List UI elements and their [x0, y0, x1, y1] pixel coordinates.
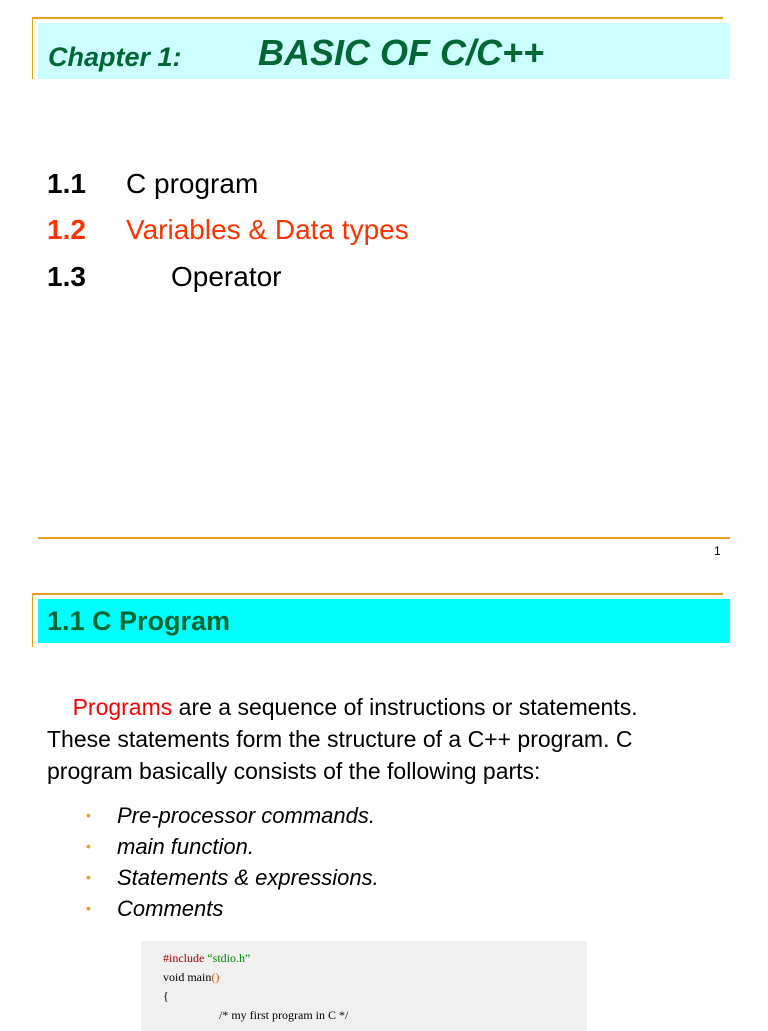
list-item-text: Pre-processor commands.	[117, 803, 375, 828]
slide-top-rule	[32, 17, 723, 19]
code-token: void main	[163, 970, 212, 984]
paragraph-text: are a sequence of instructions or statements.	[172, 694, 638, 720]
toc-number: 1.1	[47, 168, 86, 199]
code-line: /* my first program in C */	[219, 1008, 349, 1022]
list-item-text: Comments	[117, 896, 224, 921]
intro-paragraph	[47, 691, 737, 787]
toc-number: 1.3	[47, 261, 86, 292]
list-item-text: Statements & expressions.	[117, 865, 379, 890]
toc-number: 1.2	[47, 214, 86, 245]
toc-text: Operator	[171, 261, 282, 292]
paragraph-line	[47, 691, 737, 723]
chapter-title: BASIC OF C/C++	[258, 32, 545, 73]
bullet-icon: •	[86, 807, 91, 823]
list-item	[86, 831, 379, 862]
page-number: 1	[714, 544, 721, 558]
code-line: {	[163, 989, 169, 1003]
parts-list	[86, 800, 379, 924]
toc-item-3	[47, 261, 282, 293]
code-token: ()	[211, 970, 220, 984]
code-line	[163, 970, 219, 985]
toc-text: Variables & Data types	[126, 214, 409, 245]
slide-left-rule	[32, 17, 33, 79]
code-line	[163, 951, 250, 966]
chapter-label: Chapter 1:	[48, 42, 182, 72]
list-item	[86, 893, 379, 924]
list-item	[86, 800, 379, 831]
bullet-icon: •	[86, 838, 91, 854]
bullet-icon: •	[86, 869, 91, 885]
paragraph-line: These statements form the structure of a C++ program. C	[47, 726, 633, 752]
slide-top-rule	[32, 593, 723, 595]
code-token: #include	[163, 951, 205, 965]
highlight-word: Programs	[72, 694, 173, 720]
toc-item-2	[47, 214, 409, 246]
code-token: “stdio.h”	[204, 951, 251, 965]
bullet-icon: •	[86, 900, 91, 916]
toc-item-1	[47, 168, 258, 200]
slide-bottom-rule	[38, 537, 730, 539]
slide-2	[0, 580, 768, 1024]
slide-left-rule	[32, 593, 33, 647]
code-sample	[141, 941, 587, 1031]
list-item	[86, 862, 379, 893]
paragraph-line: program basically consists of the following parts:	[47, 758, 541, 784]
section-title: 1.1 C Program	[47, 606, 231, 636]
toc-text: C program	[126, 168, 259, 199]
list-item-text: main function.	[117, 834, 254, 859]
